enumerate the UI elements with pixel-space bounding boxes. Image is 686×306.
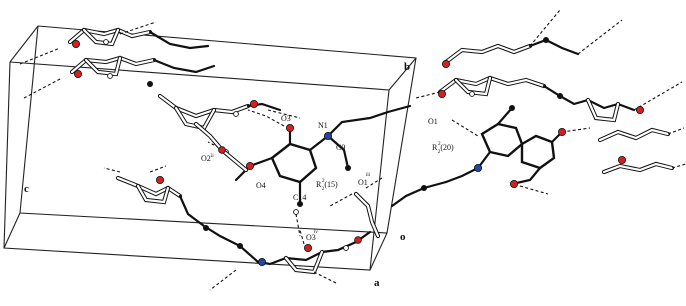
oxygen-atom [219, 147, 226, 154]
oxygen-atom [72, 40, 79, 47]
oxygen-atom [510, 180, 517, 187]
label-o3-iv: O3iv [306, 229, 319, 242]
molecule-middle-left [196, 124, 246, 170]
hydrogen-atom [470, 92, 475, 97]
axis-label-o: o [400, 231, 406, 243]
hydrogen-atom [234, 112, 239, 117]
label-o1: O1 [428, 117, 438, 126]
label-ring-20: $R^2$ 2(20) [432, 141, 454, 155]
oxygen-atom [636, 106, 643, 113]
axis-label-b: b [404, 61, 411, 73]
oxygen-atom [156, 176, 163, 183]
oxygen-atom [286, 124, 293, 131]
carbon-atom [509, 105, 515, 111]
unit-cell [4, 26, 416, 270]
carbon-atom [557, 93, 563, 99]
label-o1-iii: O1iii [358, 172, 371, 187]
oxygen-atom [618, 156, 625, 163]
oxygen-atom [355, 237, 362, 244]
oxygen-atom [250, 100, 257, 107]
label-ring-15: $R^2$ 2(15) [316, 178, 338, 192]
carbon-atom [421, 185, 427, 191]
label-o2-ii: O2$^{ii}$ [201, 153, 214, 163]
carbon-atom [237, 243, 243, 249]
molecule-bottom [210, 230, 370, 290]
oxygen-atom [304, 244, 311, 251]
axis-label-c: c [24, 183, 29, 195]
oxygen-atom [558, 128, 565, 135]
label-n1: N1 [318, 121, 328, 130]
carbon-atom [345, 165, 351, 171]
oxygen-atom [438, 90, 445, 97]
carbon-atom [203, 225, 209, 231]
central-molecule [208, 106, 410, 236]
molecule-top-left [20, 22, 214, 98]
label-o4: O4 [256, 181, 266, 190]
oxygen-atom [74, 70, 81, 77]
label-c14: C14 [293, 193, 307, 202]
nitrogen-atom [324, 132, 331, 139]
carbon-atom [543, 37, 549, 43]
hydrogen-atom [344, 246, 349, 251]
label-o3: O3 [281, 114, 291, 123]
nitrogen-atom [474, 164, 481, 171]
carbon-atom [147, 81, 153, 87]
axis-label-a: a [374, 277, 380, 289]
oxygen-atom [442, 60, 449, 67]
molecule-right-middle [392, 105, 590, 206]
label-c9: C9 [336, 143, 346, 152]
hydrogen-atom [108, 74, 113, 79]
hydrogen-atom [294, 210, 299, 215]
molecule-lower-left [104, 166, 258, 262]
hydrogen-atom [104, 40, 109, 45]
molecule-right-bottom [600, 128, 686, 172]
molecule-right-top [416, 10, 682, 120]
nitrogen-atom [258, 258, 265, 265]
axis-labels [24, 61, 410, 289]
